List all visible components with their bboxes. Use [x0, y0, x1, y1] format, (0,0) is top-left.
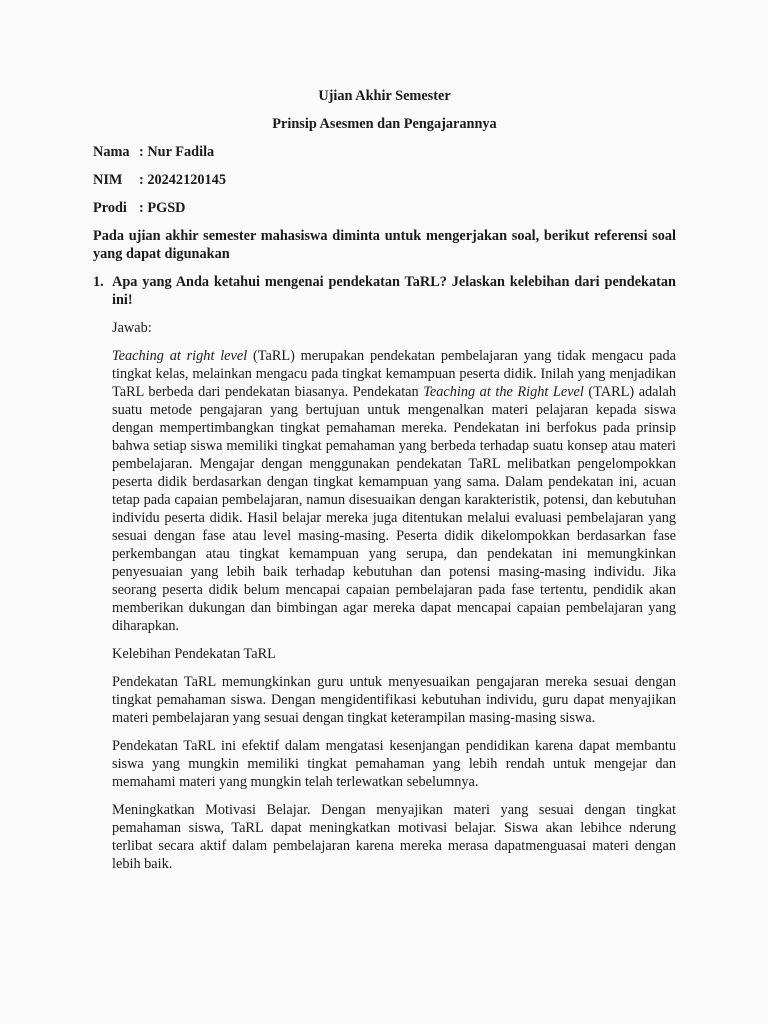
- question-text: Apa yang Anda ketahui mengenai pendekatan TaRL? Jelaskan kelebihan dari pendekatan ini!: [112, 274, 676, 308]
- answer-paragraph: Pendekatan TaRL ini efektif dalam mengatasi kesenjangan pendidikan karena dapat membantu siswa yang mungkin memiliki tingkat pemahaman yang lebih rendah untuk mengejar dan memahami materi yang mungkin telah terlewatkan sebelumnya.: [112, 738, 676, 790]
- field-nim: [93, 171, 676, 189]
- answer-paragraph: Meningkatkan Motivasi Belajar. Dengan menyajikan materi yang sesuai dengan tingkat pemahaman siswa, TaRL dapat meningkatkan motivasi belajar. Siswa akan lebihce nderung terlibat secara aktif dalam pembelajaran karena mereka merasa dapatmenguasai materi dengan lebih baik.: [112, 802, 676, 872]
- answer-label: Jawab:: [112, 320, 152, 336]
- field-nama: [93, 143, 676, 161]
- field-value: : Nur Fadila: [139, 144, 215, 160]
- answer-subheading: Kelebihan Pendekatan TaRL: [112, 646, 276, 662]
- field-label: Nama: [93, 144, 130, 160]
- italic-term: Teaching at the Right Level: [423, 384, 584, 400]
- field-label: Prodi: [93, 200, 127, 216]
- field-value: : PGSD: [139, 200, 186, 216]
- italic-term: Teaching at right level: [112, 348, 248, 364]
- field-value: : 20242120145: [139, 172, 226, 188]
- instructions: Pada ujian akhir semester mahasiswa diminta untuk mengerjakan soal, berikut referensi soal yang dapat digunakan: [93, 228, 676, 262]
- answer-block: [112, 319, 676, 873]
- field-label: NIM: [93, 172, 123, 188]
- document-title: Ujian Akhir Semester: [318, 88, 451, 104]
- field-prodi: [93, 199, 676, 217]
- answer-paragraph-definition: [112, 347, 676, 635]
- paragraph-text: (TaRL) merupakan pendekatan pembelajaran yang tidak mengacu pada tingkat kelas, melainkan mengacu pada tingkat kemampuan peserta didik. Inilah yang menjadikan TaRL berbeda dari pendekatan biasanya. Pendekatan: [112, 348, 676, 400]
- document-page: [93, 87, 676, 883]
- answer-paragraph: Pendekatan TaRL memungkinkan guru untuk menyesuaikan pengajaran mereka sesuai dengan tingkat pemahaman siswa. Dengan mengidentifikasi kebutuhan individu, guru dapat menyajikan materi pembelajaran yang sesuai dengan tingkat keterampilan masing-masing siswa.: [112, 674, 676, 726]
- question-number: 1.: [93, 274, 104, 290]
- paragraph-text: (TARL) adalah suatu metode pengajaran yang bertujuan untuk mengenalkan materi pelajaran kepada siswa dengan mempertimbangkan tingkat pemahaman mereka. Pendekatan ini berfokus pada prinsip bahwa setiap siswa memiliki tingkat pemahaman yang berbeda terhadap suatu konsep atau materi pembelajaran. Mengajar dengan menggunakan pendekatan TaRL melibatkan pengelompokkan peserta didik berdasarkan dengan tingkat kemampuan yang sama. Dalam pendekatan ini, acuan tetap pada capaian pembelajaran, namun disesuaikan dengan karakteristik, potensi, dan kebutuhan individu peserta didik. Hasil belajar mereka juga ditentukan melalui evaluasi pembelajaran yang sesuai dengan fase atau level masing-masing. Peserta didik dikelompokkan berdasarkan fase perkembangan atau tingkat kemampuan yang serupa, dan pendekatan ini memungkinkan penyesuaian yang lebih baik terhadap kebutuhan dan potensi masing-masing individu. Jika seorang peserta didik belum mencapai capaian pembelajaran pada fase tertentu, pendidik akan memberikan dukungan dan bimbingan agar mereka dapat mencapai capaian pembelajaran yang diharapkan.: [112, 384, 676, 634]
- document-subtitle: Prinsip Asesmen dan Pengajarannya: [272, 116, 497, 132]
- question-1: [93, 273, 676, 309]
